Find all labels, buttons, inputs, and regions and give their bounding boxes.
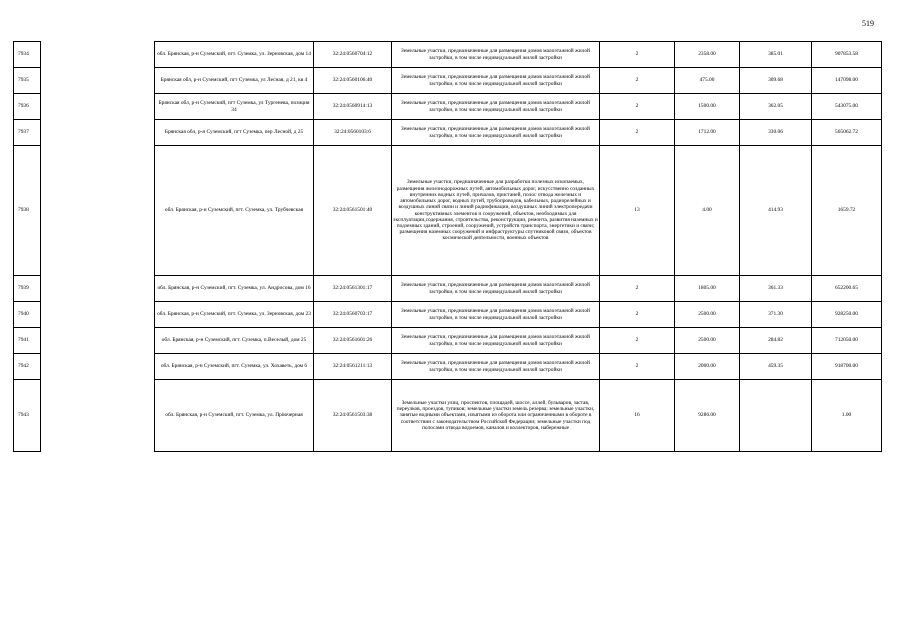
cadastral-value-cell: 543075.00 [812,94,882,120]
address-cell: обл. Брянская, р-н Суземский, пгт. Суземка, ул. Пріючерная [155,380,314,452]
empty-cell [41,42,155,68]
group-number-cell: 2 [600,328,675,354]
cadastral-number-cell: 32:24:0561503:38 [314,380,392,452]
group-number-cell: 16 [600,380,675,452]
cadastral-number-cell: 32:24:0561211:13 [314,354,392,380]
area-cell: 9286.00 [675,380,740,452]
address-cell: обл. Брянская, р-н Суземский, пгт. Суземка, ул. Зерновская, дом 14 [155,42,314,68]
row-number-cell: 7943 [14,380,41,452]
empty-cell [41,302,155,328]
row-number-cell: 7940 [14,302,41,328]
table-row [14,380,882,452]
table-body [14,42,882,452]
empty-cell [41,120,155,146]
empty-cell [41,146,155,276]
area-cell: 475.00 [675,68,740,94]
address-cell: обл. Брянская, р-н Суземский, пгт. Суземка, ул. Зерновская, дом 23 [155,302,314,328]
address-cell: обл. Брянская, р-н Суземский, пгт. Суземка, ул. Хохаветь, дом 6 [155,354,314,380]
land-use-description-cell: Земельные участки, предназначенные для размещения домов малоэтажной жилой застройки, в том числе индивидуальной жилой застройки [392,68,600,94]
specific-value-cell: 371.30 [740,302,812,328]
empty-cell [41,354,155,380]
table-row [14,94,882,120]
cadastral-number-cell: 32:24:0560704:12 [314,42,392,68]
row-number-cell: 7936 [14,94,41,120]
address-cell: Брянская обл, р-н Суземский, пгт Суземка, ул Лесная, д 21, кв 4 [155,68,314,94]
group-number-cell: 2 [600,276,675,302]
area-cell: 2000.00 [675,354,740,380]
group-number-cell: 2 [600,302,675,328]
specific-value-cell: 284.82 [740,328,812,354]
area-cell: 1500.00 [675,94,740,120]
cadastral-number-cell: 32:24:0560914:13 [314,94,392,120]
table-row [14,42,882,68]
row-number-cell: 7934 [14,42,41,68]
land-use-description-cell: Земельные участки, предназначенные для разработки полезных ископаемых, размещения железнодорожных путей, автомобильных дорог, искусственно созданных внутренних водных путей, причалов, пристаней, полос отвода железных и автомобильных дорог, водных путей, трубопроводов, кабельных, радиорелейных и воздушных линий связи и линий радиофикации, воздушных линий электропередачи конструктивных элементов и сооружений, объектов, необходимых для эксплуатации,содержания, строительства, реконструкции, ремонта, развития наземных и подземных зданий, строений, сооружений, устройств транспорта, энергетики и связи; размещения наземных сооружений и инфраструктуры спутниковой связи, объектов космической деятельности, военных объектов [392,146,600,276]
specific-value-cell: 362.05 [740,94,812,120]
address-cell: обл. Брянская, р-н Суземский, пгт. Суземка, п.Веселый, дом 25 [155,328,314,354]
cadastral-number-cell: 32:24:0561601:26 [314,328,392,354]
cadastral-value-cell: 712050.00 [812,328,882,354]
group-number-cell: 2 [600,120,675,146]
area-cell: 4.00 [675,146,740,276]
empty-cell [41,276,155,302]
land-use-description-cell: Земельные участки, предназначенные для размещения домов малоэтажной жилой застройки, в том числе индивидуальной жилой застройки [392,42,600,68]
cadastral-value-cell: 907853.58 [812,42,882,68]
land-use-description-cell: Земельные участки, предназначенные для размещения домов малоэтажной жилой застройки, в том числе индивидуальной жилой застройки [392,276,600,302]
empty-cell [41,328,155,354]
land-use-description-cell: Земельные участки, предназначенные для размещения домов малоэтажной жилой застройки, в том числе индивидуальной жилой застройки [392,120,600,146]
area-cell: 2500.00 [675,328,740,354]
land-use-description-cell: Земельные участки, предназначенные для размещения домов малоэтажной жилой застройки, в том числе индивидуальной жилой застройки [392,94,600,120]
row-number-cell: 7939 [14,276,41,302]
group-number-cell: 13 [600,146,675,276]
land-use-description-cell: Земельные участки, предназначенные для размещения домов малоэтажной жилой застройки, в том числе индивидуальной жилой застройки [392,328,600,354]
table-row [14,120,882,146]
specific-value-cell: 361.33 [740,276,812,302]
group-number-cell: 2 [600,68,675,94]
cadastral-number-cell: 32:24:0560703:17 [314,302,392,328]
land-use-description-cell: Земельные участки, предназначенные для размещения домов малоэтажной жилой застройки, в том числе индивидуальной жилой застройки [392,302,600,328]
row-number-cell: 7938 [14,146,41,276]
cadastral-value-cell: 1.00 [812,380,882,452]
area-cell: 2500.00 [675,302,740,328]
cadastral-number-cell: 32:24:0560106:40 [314,68,392,94]
empty-cell [41,68,155,94]
row-number-cell: 7941 [14,328,41,354]
land-registry-table [13,41,882,452]
cadastral-value-cell: 565062.72 [812,120,882,146]
row-number-cell: 7935 [14,68,41,94]
cadastral-value-cell: 147098.00 [812,68,882,94]
specific-value-cell: 309.68 [740,68,812,94]
specific-value-cell: 330.06 [740,120,812,146]
table-row [14,276,882,302]
table-row [14,302,882,328]
row-number-cell: 7942 [14,354,41,380]
cadastral-number-cell: 32:24:0560103:6 [314,120,392,146]
page-number: 519 [862,19,874,28]
table-row [14,328,882,354]
cadastral-value-cell: 652200.65 [812,276,882,302]
table-row [14,68,882,94]
cadastral-value-cell: 1659.72 [812,146,882,276]
area-cell: 2358.00 [675,42,740,68]
cadastral-number-cell: 32:24:0561301:17 [314,276,392,302]
empty-cell [41,380,155,452]
specific-value-cell: 414.93 [740,146,812,276]
cadastral-number-cell: 32:24:0561501:40 [314,146,392,276]
group-number-cell: 2 [600,94,675,120]
specific-value-cell: 385.01 [740,42,812,68]
address-cell: Брянская обл, р-н Суземский, пгт Суземка, пер Лесной, д 25 [155,120,314,146]
group-number-cell: 2 [600,354,675,380]
cadastral-value-cell: 928250.00 [812,302,882,328]
table-row [14,146,882,276]
cadastral-value-cell: 918700.00 [812,354,882,380]
group-number-cell: 2 [600,42,675,68]
table-row [14,354,882,380]
specific-value-cell: 459.35 [740,354,812,380]
address-cell: Брянская обл, р-н Суземский, пгт Суземка, ул Тургенева, позиция 34 [155,94,314,120]
specific-value-cell [740,380,812,452]
address-cell: обл. Брянская, р-н Суземский, пгт. Суземка, ул. Андросова, дом 16 [155,276,314,302]
area-cell: 1712.00 [675,120,740,146]
area-cell: 1805.00 [675,276,740,302]
empty-cell [41,94,155,120]
land-use-description-cell: Земельные участки улиц, проспектов, площадей, шоссе, аллей, бульваров, застав, переулков, проездов, тупиков; земельные участки земель резерва; земельные участки, занятые водными объектами, изъятыми из оборота или ограниченными в обороте в соответствии с законодательством Российской Федерации; земельные участки под полосами отвода водоемов, каналов и коллекторов, набережные [392,380,600,452]
land-use-description-cell: Земельные участки, предназначенные для размещения домов малоэтажной жилой застройки, в том числе индивидуальной жилой застройки [392,354,600,380]
row-number-cell: 7937 [14,120,41,146]
address-cell: обл. Брянская, р-н Суземский, пгт. Суземка, ул. Трубчевская [155,146,314,276]
